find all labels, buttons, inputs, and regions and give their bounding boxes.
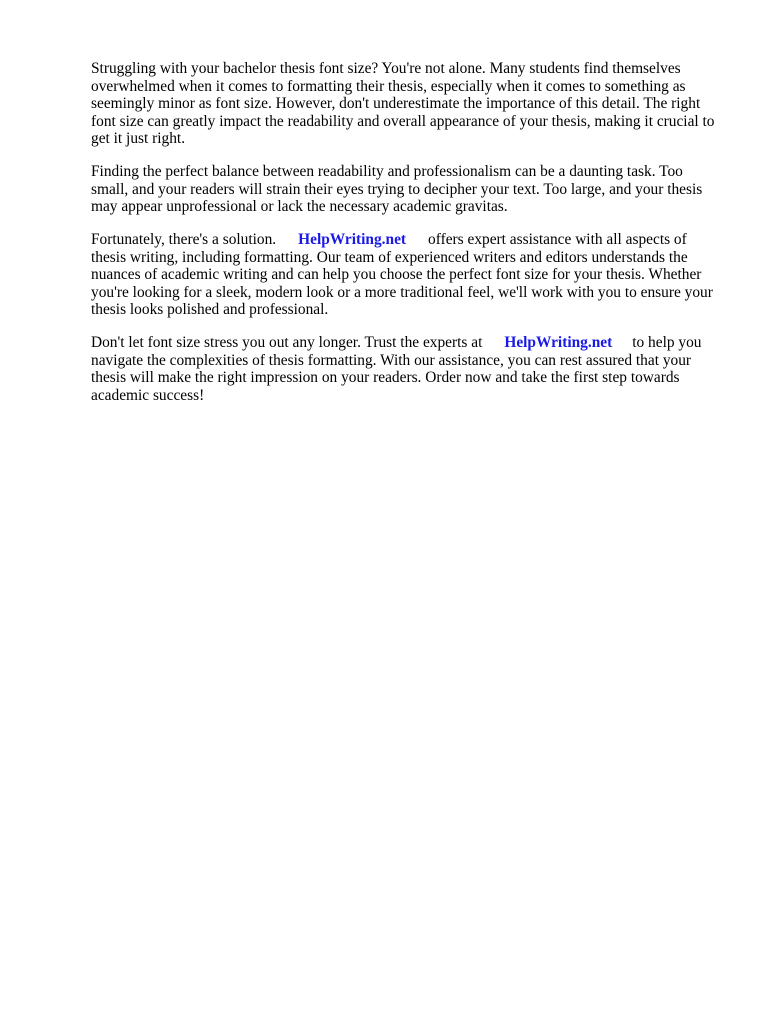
helpwriting-link[interactable]: HelpWriting.net — [298, 231, 407, 248]
helpwriting-link-2[interactable]: HelpWriting.net — [504, 334, 613, 351]
paragraph-balance: Finding the perfect balance between readability and professionalism can be a daunting task. Too small, and your readers will strain their eyes trying to decipher your text. Too large, and your thesis may appear unprofessional or lack the necessary academic gravitas. — [91, 163, 703, 215]
paragraph-cta-rest: to help you navigate the complexities of thesis formatting. With our assistance, you can rest assured that your thesis will make the right impression on your readers. Order now and take the first step towards academic success! — [91, 334, 702, 404]
paragraph-intro: Struggling with your bachelor thesis font size? You're not alone. Many students find themselves overwhelmed when it comes to formatting their thesis, especially when it comes to something as seemingly minor as font size. However, don't underestimate the importance of this detail. The right font size can greatly impact the readability and overall appearance of your thesis, making it crucial to get it just right. — [91, 60, 715, 147]
paragraph-call-to-action — [91, 334, 723, 404]
paragraph-solution-rest: offers expert assistance with all aspects of thesis writing, including formatting. Our team of experienced writers and editors understands the nuances of academic writing and can help you choose the perfect font size for your thesis. Whether you're looking for a sleek, modern look or a more traditional feel, we'll work with you to ensure your thesis looks polished and professional. — [91, 231, 713, 318]
paragraph-solution-lead: Fortunately, there's a solution. — [91, 231, 277, 248]
paragraph-cta-lead: Don't let font size stress you out any longer. Trust the experts at — [91, 334, 483, 351]
document-body — [91, 60, 723, 420]
paragraph-solution — [91, 231, 723, 319]
